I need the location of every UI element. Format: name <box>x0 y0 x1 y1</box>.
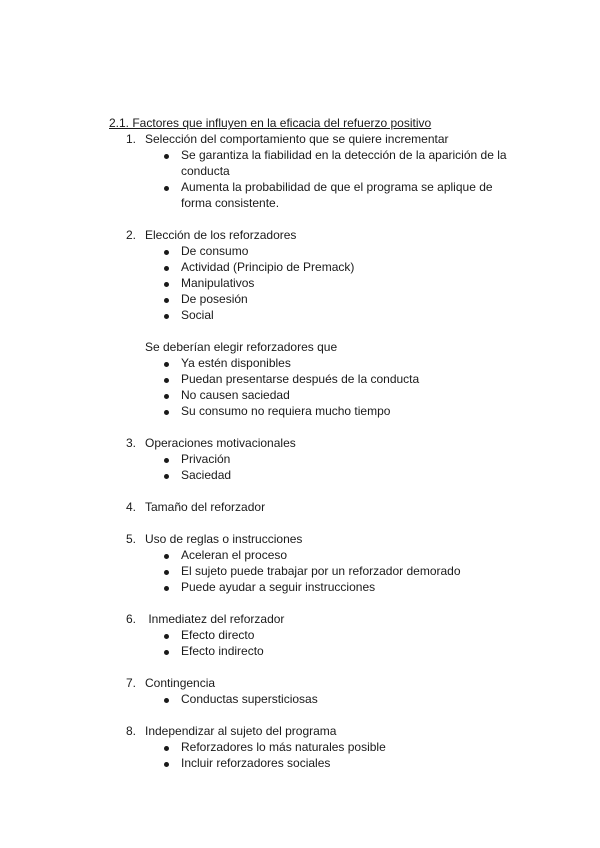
item-title: Selección del comportamiento que se quiere incrementar <box>145 132 449 146</box>
bullet-dot <box>164 554 169 559</box>
bullet-text: Su consumo no requiera mucho tiempo <box>181 404 391 418</box>
bullet-dot <box>164 298 169 303</box>
bullet-text: No causen saciedad <box>181 388 290 402</box>
bullet-dot <box>164 314 169 319</box>
bullet-text-continued: forma consistente. <box>181 196 280 210</box>
bullet-text-continued: conducta <box>181 164 230 178</box>
bullet-dot <box>164 474 169 479</box>
bullet-text: Manipulativos <box>181 276 255 290</box>
bullet-text: De consumo <box>181 244 249 258</box>
bullet-dot <box>164 378 169 383</box>
bullet-text: Se garantiza la fiabilidad en la detección de la aparición de la <box>181 148 507 162</box>
item-number: 7. <box>126 676 137 690</box>
bullet-text: Incluir reforzadores sociales <box>181 756 331 770</box>
bullet-text: Saciedad <box>181 468 232 482</box>
bullet-text: Efecto indirecto <box>181 644 264 658</box>
item-title: Contingencia <box>145 676 216 690</box>
bullet-text: Privación <box>181 452 231 466</box>
item-title: Tamaño del reforzador <box>145 500 266 514</box>
item-number: 5. <box>126 532 137 546</box>
bullet-text: Aumenta la probabilidad de que el programa se aplique de <box>181 180 493 194</box>
bullet-dot <box>164 154 169 159</box>
bullet-text: Ya estén disponibles <box>181 356 291 370</box>
bullet-dot <box>164 586 169 591</box>
item-title: Operaciones motivacionales <box>145 436 296 450</box>
bullet-dot <box>164 570 169 575</box>
item-number: 6. <box>126 612 137 626</box>
bullet-dot <box>164 698 169 703</box>
bullet-dot <box>164 362 169 367</box>
bullet-dot <box>164 282 169 287</box>
item-title: Inmediatez del reforzador <box>145 612 285 626</box>
item-title: Elección de los reforzadores <box>145 228 297 242</box>
bullet-dot <box>164 746 169 751</box>
bullet-dot <box>164 650 169 655</box>
bullet-text: Reforzadores lo más naturales posible <box>181 740 386 754</box>
bullet-text: Actividad (Principio de Premack) <box>181 260 355 274</box>
item-number: 8. <box>126 724 137 738</box>
item-number: 2. <box>126 228 137 242</box>
bullet-text: Aceleran el proceso <box>181 548 288 562</box>
bullet-text: De posesión <box>181 292 248 306</box>
item-number: 3. <box>126 436 137 450</box>
bullet-dot <box>164 410 169 415</box>
item-title: Uso de reglas o instrucciones <box>145 532 303 546</box>
note-text: Se deberían elegir reforzadores que <box>145 340 338 354</box>
bullet-dot <box>164 250 169 255</box>
bullet-text: Efecto directo <box>181 628 255 642</box>
section-heading: 2.1. Factores que influyen en la eficacia del refuerzo positivo <box>109 116 432 130</box>
bullet-dot <box>164 186 169 191</box>
item-title: Independizar al sujeto del programa <box>145 724 337 738</box>
bullet-text: Conductas supersticiosas <box>181 692 318 706</box>
bullet-text: Social <box>181 308 214 322</box>
bullet-dot <box>164 266 169 271</box>
bullet-text: El sujeto puede trabajar por un reforzador demorado <box>181 564 461 578</box>
bullet-dot <box>164 394 169 399</box>
bullet-text: Puede ayudar a seguir instrucciones <box>181 580 376 594</box>
item-number: 4. <box>126 500 137 514</box>
bullet-text: Puedan presentarse después de la conducta <box>181 372 420 386</box>
bullet-dot <box>164 634 169 639</box>
bullet-dot <box>164 458 169 463</box>
bullet-dot <box>164 762 169 767</box>
item-number: 1. <box>126 132 137 146</box>
